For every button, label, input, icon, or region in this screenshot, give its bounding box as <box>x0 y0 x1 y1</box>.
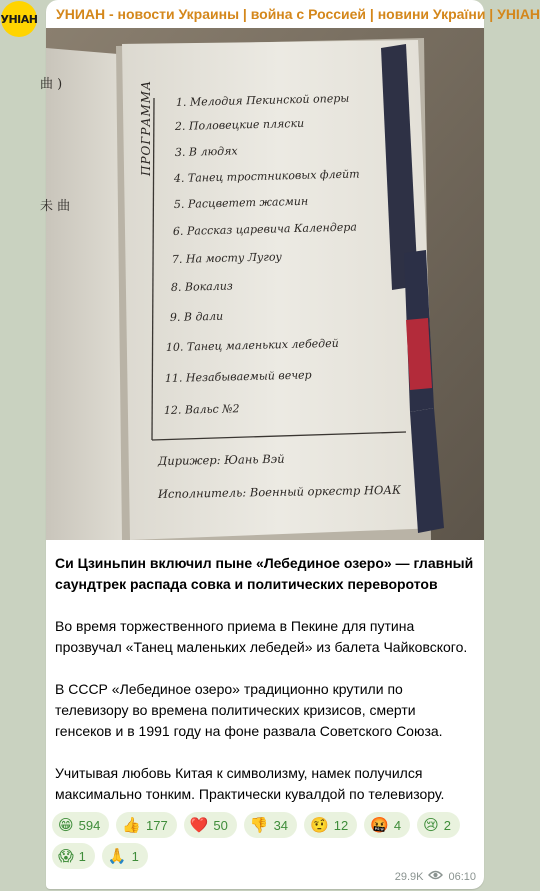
reaction-thumbs-down[interactable] <box>244 812 297 838</box>
scream-face-icon: 😱 <box>58 846 74 865</box>
program-item: 4. Танец тростниковых флейт <box>173 167 360 185</box>
reaction-count: 12 <box>333 817 349 833</box>
post-paragraph-2: В СССР «Лебединое озеро» традиционно крутили по телевизору во времена политических кризисов, смерти генсеков и в 1991 году на фоне развала Советского Союза. <box>55 681 443 739</box>
reaction-count: 1 <box>78 848 86 864</box>
program-item: 12. Вальс №2 <box>163 402 240 417</box>
heart-icon: ❤️ <box>189 815 209 834</box>
reaction-laugh[interactable] <box>52 812 109 838</box>
program-item: 7. На мосту Лугоу <box>171 250 283 266</box>
angry-face-icon: 🤬 <box>370 815 389 834</box>
reaction-count: 50 <box>213 817 228 833</box>
left-page-fragment-2: 未 曲 <box>40 199 71 214</box>
crying-face-icon: 😢 <box>423 815 439 834</box>
reaction-angry[interactable] <box>364 812 410 838</box>
conductor-line: Дирижер: Юань Вэй <box>157 451 285 468</box>
reaction-count: 1 <box>131 848 139 864</box>
reaction-scream[interactable] <box>52 843 95 869</box>
reaction-count: 2 <box>443 817 451 833</box>
message-time: 06:10 <box>448 870 476 883</box>
view-count: 29.9K <box>394 870 424 883</box>
thumbs-down-icon: 👎 <box>249 815 269 834</box>
left-page-fragment-1: 曲 ) <box>40 77 63 92</box>
post-photo[interactable] <box>40 28 484 540</box>
post-paragraph-3: Учитывая любовь Китая к символизму, намек получился максимально тонким. Практически кувалдой по телевизору. <box>55 765 445 802</box>
raised-eyebrow-icon: 🤨 <box>310 815 329 834</box>
reaction-pray[interactable] <box>102 843 148 869</box>
message-meta <box>395 870 476 883</box>
post-paragraph-1: Во время торжественного приема в Пекине для путина прозвучал «Танец маленьких лебедей» из балета Чайковского. <box>55 618 468 655</box>
program-item: 3. В людях <box>174 144 238 159</box>
channel-avatar[interactable] <box>1 1 37 37</box>
program-item: 9. В дали <box>169 309 224 324</box>
reaction-raised-eyebrow[interactable] <box>304 812 357 838</box>
channel-logo-text: УНІАН <box>0 12 38 26</box>
post-headline: Си Цзиньпин включил пыне «Лебединое озеро» — главный саундтрек распада совка и политических переворотов <box>55 555 474 592</box>
reactions-bar <box>52 812 478 869</box>
reaction-count: 34 <box>273 817 289 833</box>
eye-icon <box>428 870 443 883</box>
program-item: 8. Вокализ <box>170 279 233 294</box>
program-item: 1. Мелодия Пекинской оперы <box>175 91 350 109</box>
program-item: 5. Расцветет жасмин <box>173 194 309 211</box>
reaction-count: 594 <box>78 817 101 833</box>
channel-name[interactable]: УНИАН - новости Украины | война с Россией | новини України | УНІАН <box>56 6 540 22</box>
program-item: 6. Рассказ царевича Календера <box>172 220 358 238</box>
reaction-crying[interactable] <box>417 812 460 838</box>
program-title: ПРОГРАММА <box>139 79 153 176</box>
reaction-heart[interactable] <box>184 812 237 838</box>
reaction-count: 4 <box>393 817 402 833</box>
program-item: 2. Половецкие пляски <box>174 116 305 133</box>
thumbs-up-icon: 👍 <box>122 815 142 834</box>
post-caption <box>55 553 475 826</box>
laugh-emoji-icon: 😁 <box>58 815 74 834</box>
performer-line: Исполнитель: Военный оркестр НОАК <box>157 482 402 501</box>
program-item: 11. Незабываемый вечер <box>164 368 312 385</box>
reaction-thumbs-up[interactable] <box>116 812 176 838</box>
message-bubble <box>40 0 540 889</box>
program-item: 10. Танец маленьких лебедей <box>165 336 339 354</box>
pray-hands-icon: 🙏 <box>107 846 127 865</box>
reaction-count: 177 <box>146 817 168 833</box>
